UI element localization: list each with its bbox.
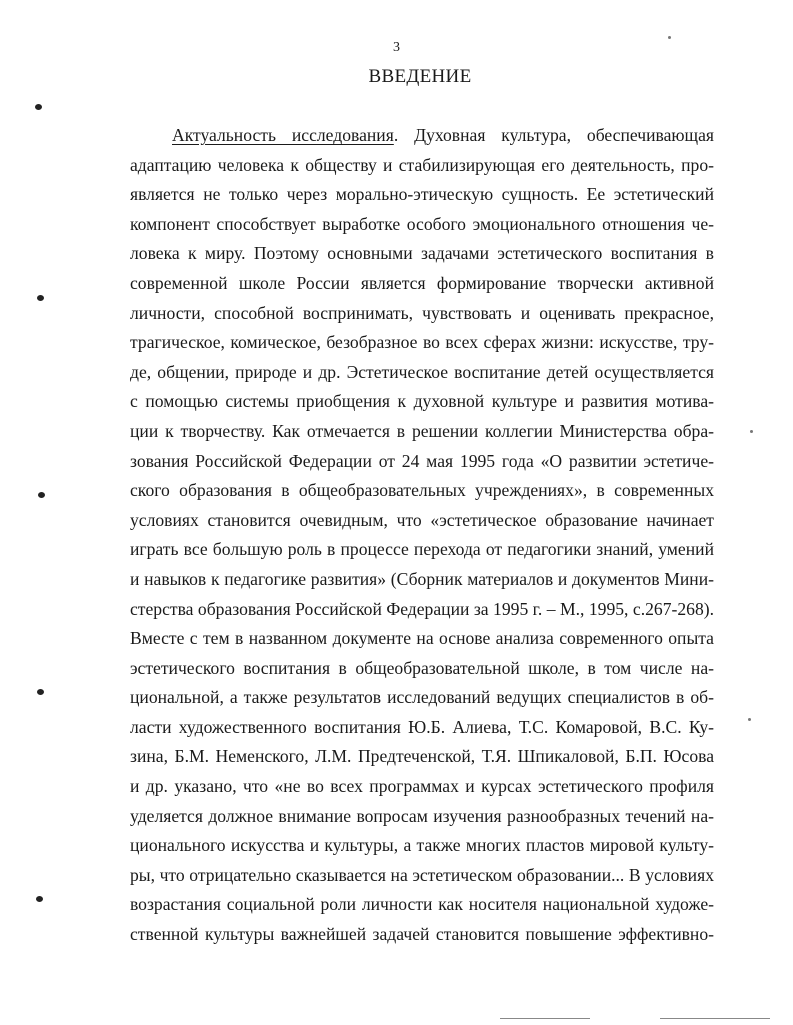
text-line: условиях становится очевидным, что «эстетическое образование начинает: [130, 509, 714, 530]
scan-speck: [750, 430, 753, 433]
text-line: и навыков к педагогике развития» (Сборник материалов и документов Мини-: [130, 568, 714, 589]
text-line: стерства образования Российской Федерации за 1995 г. – М., 1995, с.267-268).: [130, 598, 714, 619]
paragraph-first-line: [130, 121, 714, 151]
punch-hole-mark: [36, 896, 43, 902]
text-line: эстетического воспитания в общеобразовательной школе, в том числе на-: [130, 657, 714, 678]
text-line: адаптацию человека к обществу и стабилизирующая его деятельность, про-: [130, 154, 714, 175]
text-line: зина, Б.М. Неменского, Л.М. Предтеченской, Т.Я. Шпикаловой, Б.П. Юсова: [130, 746, 714, 767]
first-line-rest: . Духовная культура, обеспечивающая: [393, 125, 714, 145]
text-line: возрастания социальной роли личности как носителя национальной художе-: [130, 894, 714, 915]
text-line: ловека к миру. Поэтому основными задачами эстетического воспитания в: [130, 243, 714, 264]
text-line: с помощью системы приобщения к духовной культуре и развития мотива-: [130, 391, 714, 412]
text-line: ции к творчеству. Как отмечается в решении коллегии Министерства обра-: [130, 420, 714, 441]
text-line: современной школе России является формирование творчески активной: [130, 272, 714, 293]
text-line: трагическое, комическое, безобразное во всех сферах жизни: искусстве, тру-: [130, 332, 714, 353]
text-line: ского образования в общеобразовательных учреждениях», в современных: [130, 480, 714, 501]
punch-hole-mark: [37, 689, 44, 695]
text-line: де, общении, природе и др. Эстетическое воспитание детей осуществляется: [130, 361, 714, 382]
body-paragraph: [130, 121, 714, 950]
punch-hole-mark: [37, 295, 44, 301]
text-line: является не только через морально-этическую сущность. Ее эстетический: [130, 184, 714, 205]
scan-speck: [668, 36, 671, 39]
text-line: и др. указано, что «не во всех программах и курсах эстетического профиля: [130, 776, 714, 797]
bottom-edge-rule: [500, 1018, 590, 1019]
text-line: зования Российской Федерации от 24 мая 1995 года «О развитии эстетиче-: [130, 450, 714, 471]
punch-hole-mark: [35, 104, 42, 110]
text-line: ционального искусства и культуры, а также многих пластов мировой культу-: [130, 835, 714, 856]
text-line: компонент способствует выработке особого эмоционального отношения че-: [130, 213, 714, 234]
text-line: циональной, а также результатов исследований ведущих специалистов в об-: [130, 687, 714, 708]
scan-speck: [748, 718, 751, 721]
text-line: ры, что отрицательно сказывается на эстетическом образовании... В условиях: [130, 864, 714, 885]
text-line: уделяется должное внимание вопросам изучения разнообразных течений на-: [130, 805, 714, 826]
page-number: 3: [393, 40, 400, 55]
text-line: ласти художественного воспитания Ю.Б. Алиева, Т.С. Комаровой, В.С. Ку-: [130, 716, 714, 737]
text-line: личности, способной воспринимать, чувствовать и оценивать прекрасное,: [130, 302, 714, 323]
section-heading: ВВЕДЕНИЕ: [368, 66, 472, 87]
bottom-edge-rule: [660, 1018, 770, 1019]
punch-hole-mark: [38, 492, 45, 498]
text-line: Вместе с тем в названном документе на основе анализа современного опыта: [130, 628, 714, 649]
text-line: играть все большую роль в процессе перехода от педагогики знаний, умений: [130, 539, 714, 560]
topic-relevance-label: Актуальность исследования: [172, 125, 394, 145]
text-line: ственной культуры важнейшей задачей становится повышение эффективно-: [130, 924, 714, 945]
